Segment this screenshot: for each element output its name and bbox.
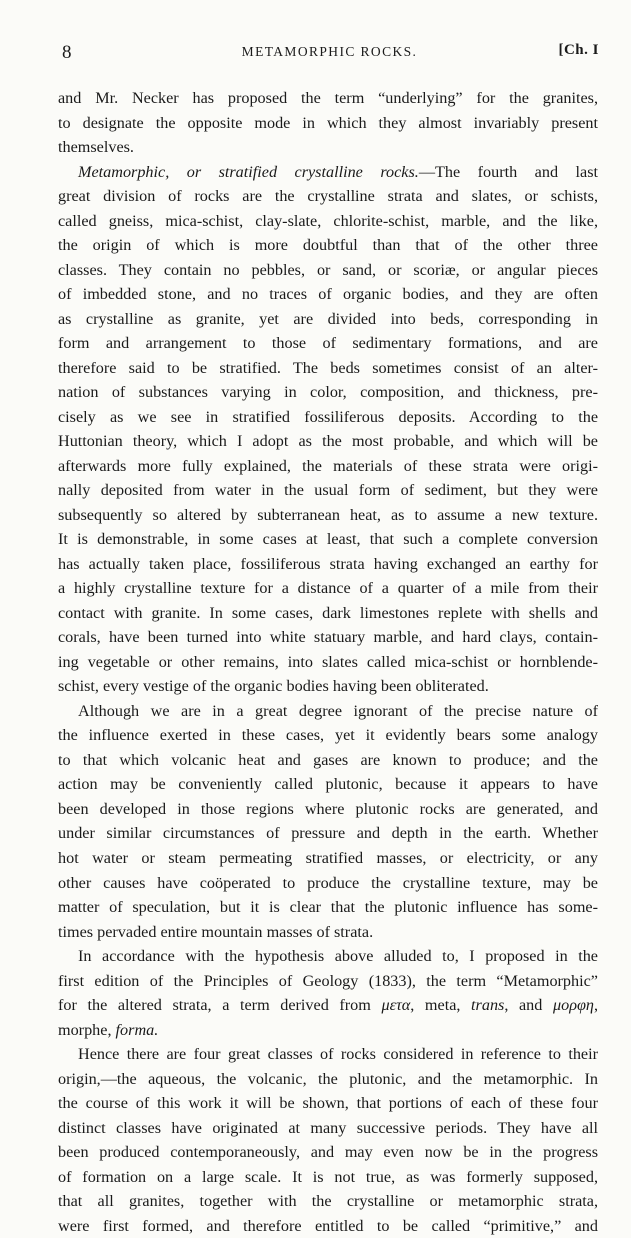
text-line: contact with granite. In some cases, dark limestones replete with shells and: [58, 603, 598, 622]
text-line: as crystalline as granite, yet are divided into beds, corresponding in: [58, 309, 598, 328]
text-line: to that which volcanic heat and gases are known to produce; and the: [58, 750, 598, 769]
text-line: classes. They contain no pebbles, or sand, or scoriæ, or angular pieces: [58, 260, 598, 279]
text-line: matter of speculation, but it is clear that the plutonic influence has some-: [58, 898, 598, 917]
text-segment: , and: [504, 996, 553, 1015]
text-line: In accordance with the hypothesis above alluded to, I proposed in the: [78, 947, 598, 966]
text-line: nally deposited from water in the usual form of sediment, but they were: [58, 481, 598, 500]
text-line: were first formed, and therefore entitled to be called “primitive,” and: [58, 1216, 598, 1235]
text-line: been developed in those regions where plutonic rocks are generated, and: [58, 799, 598, 818]
text-line: ing vegetable or other remains, into slates called mica-schist or hornblende-: [58, 652, 598, 671]
text-line: subsequently so altered by subterranean heat, as to assume a new texture.: [58, 505, 598, 524]
text-line: called gneiss, mica-schist, clay-slate, chlorite-schist, marble, and the like,: [58, 211, 598, 230]
text-line: hot water or steam permeating stratified masses, or electricity, or any: [58, 848, 598, 867]
page-number: 8: [62, 42, 72, 63]
chapter-marker: [Ch. I: [558, 42, 599, 58]
text-line: of formation on a large scale. It is not true, as was formerly supposed,: [58, 1167, 598, 1186]
text-line: [58, 1018, 598, 1043]
text-line: that all granites, together with the crystalline or metamorphic strata,: [58, 1192, 598, 1211]
text-line: origin,—the aqueous, the volcanic, the plutonic, and the metamorphic. In: [58, 1069, 598, 1088]
text-line: times pervaded entire mountain masses of strata.: [58, 922, 374, 941]
text-line: It is demonstrable, in some cases at least, that such a complete conversion: [58, 530, 598, 549]
text-line: action may be conveniently called plutonic, because it appears to have: [58, 775, 598, 794]
text-line: been produced contemporaneously, and may even now be in the progress: [58, 1143, 598, 1162]
text-line: schist, every vestige of the organic bodies having been obliterated.: [58, 677, 489, 696]
text-line: corals, have been turned into white statuary marble, and hard clays, contain-: [58, 628, 598, 647]
text-line: Huttonian theory, which I adopt as the most probable, and which will be: [58, 432, 598, 451]
text-line: themselves.: [58, 138, 134, 157]
text-line: great division of rocks are the crystalline strata and slates, or schists,: [58, 187, 598, 206]
text-line: Although we are in a great degree ignorant of the precise nature of: [78, 701, 598, 720]
text-line: the course of this work it will be shown, that portions of each of these four: [58, 1094, 598, 1113]
page-header: [56, 42, 603, 66]
text-line: therefore said to be stratified. The beds sometimes consist of an alter-: [58, 358, 598, 377]
text-line: a highly crystalline texture for a distance of a quarter of a mile from their: [58, 579, 598, 598]
text-segment: μετα: [381, 996, 411, 1015]
text-segment: for the altered strata, a term derived from: [58, 996, 382, 1015]
running-head: METAMORPHIC ROCKS.: [241, 44, 418, 59]
text-line: to designate the opposite mode in which they almost invariably present: [58, 113, 598, 132]
text-line: [58, 160, 598, 185]
text-line: and Mr. Necker has proposed the term “underlying” for the granites,: [58, 89, 598, 107]
text-segment: Metamorphic, or stratified crystalline rocks.: [78, 162, 419, 181]
text-line: Hence there are four great classes of rocks considered in reference to their: [78, 1045, 598, 1064]
text-line: the origin of which is more doubtful than that of the other three: [58, 236, 598, 255]
text-segment: ,: [593, 996, 598, 1015]
text-segment: forma.: [115, 1020, 159, 1039]
text-line: has actually taken place, fossiliferous strata having exchanged an earthy for: [58, 554, 598, 573]
text-segment: , meta,: [410, 996, 472, 1015]
text-line: form and arrangement to those of sedimentary formations, and are: [58, 334, 598, 353]
text-segment: trans: [471, 996, 505, 1015]
text-line: nation of substances varying in color, composition, and thickness, pre-: [58, 383, 598, 402]
text-segment: morphe,: [58, 1020, 116, 1039]
text-line: first edition of the Principles of Geology (1833), the term “Metamorphic”: [58, 971, 598, 990]
text-line: [58, 993, 598, 1018]
page-body: [58, 86, 598, 1238]
text-segment: μορφη: [552, 996, 594, 1015]
text-line: distinct classes have originated at many successive periods. They have all: [58, 1118, 598, 1137]
text-line: other causes have coöperated to produce the crystalline texture, may be: [58, 873, 598, 892]
text-line: of imbedded stone, and no traces of organic bodies, and they are often: [58, 285, 598, 304]
text-segment: —The fourth and last: [418, 162, 598, 181]
text-line: afterwards more fully explained, the materials of these strata were origi-: [58, 456, 598, 475]
text-line: under similar circumstances of pressure and depth in the earth. Whether: [58, 824, 598, 843]
text-line: the influence exerted in these cases, yet it evidently bears some analogy: [58, 726, 598, 745]
text-line: cisely as we see in stratified fossiliferous deposits. According to the: [58, 407, 598, 426]
